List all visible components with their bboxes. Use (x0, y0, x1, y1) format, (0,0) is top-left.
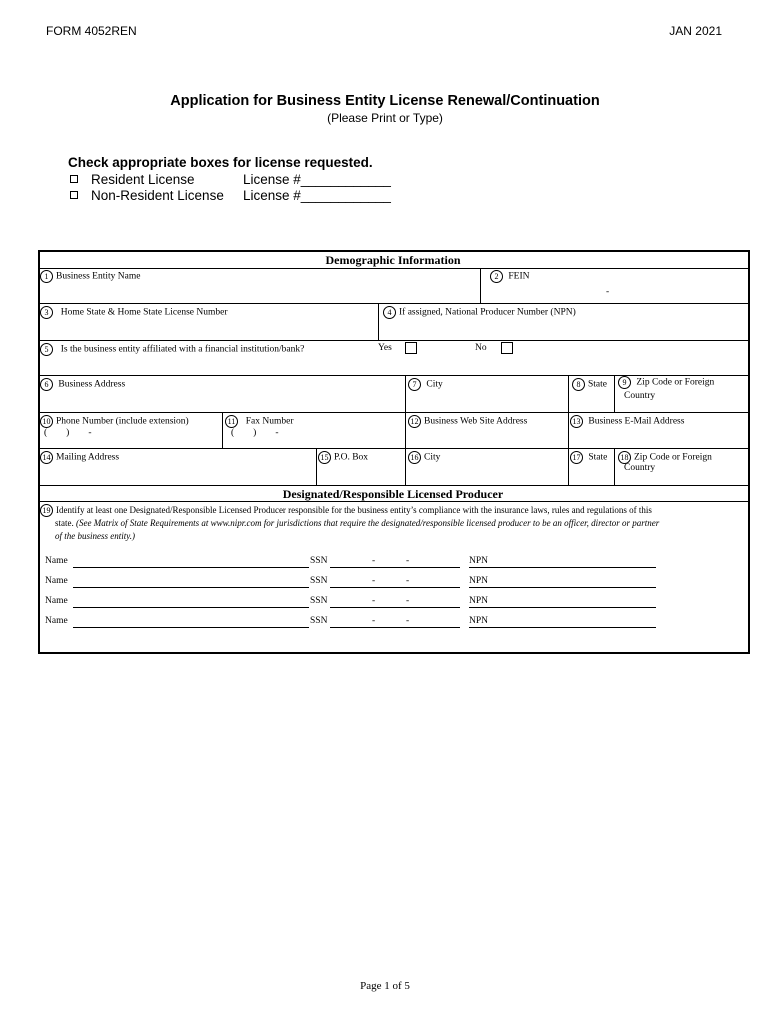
page-number: Page 1 of 5 (360, 980, 410, 992)
phone-number-label: Phone Number (include extension) (56, 416, 189, 427)
nonresident-license-checkbox[interactable] (70, 191, 78, 199)
state-label: State (588, 379, 607, 390)
ssn-input-line[interactable] (330, 567, 460, 568)
npn-label: NPN (469, 596, 489, 606)
mailing-state-field[interactable] (570, 451, 607, 464)
field-number-badge: 7 (408, 378, 421, 391)
ssn-input-line[interactable] (330, 587, 460, 588)
license-request-heading: Check appropriate boxes for license requested. (68, 155, 373, 170)
mailing-address-label: Mailing Address (56, 452, 120, 463)
producer-row[interactable] (45, 576, 665, 590)
field-number-badge: 4 (383, 306, 396, 319)
ssn-dash: - (406, 556, 410, 566)
npn-label: NPN (469, 616, 489, 626)
name-input-line[interactable] (73, 607, 309, 608)
page-subtitle: (Please Print or Type) (327, 111, 443, 125)
name-label: Name (45, 616, 68, 626)
state-field[interactable] (572, 378, 607, 391)
ssn-label: SSN (310, 596, 328, 606)
field-number-badge: 2 (490, 270, 503, 283)
producer-row[interactable] (45, 556, 665, 570)
field-number-badge: 17 (570, 451, 583, 464)
ssn-dash: - (406, 576, 410, 586)
field-number-badge: 9 (618, 376, 631, 389)
ssn-label: SSN (310, 576, 328, 586)
field-number-badge: 8 (572, 378, 585, 391)
field-number-badge: 16 (408, 451, 421, 464)
home-state-license-label: Home State & Home State License Number (60, 307, 228, 318)
name-input-line[interactable] (73, 587, 309, 588)
ssn-dash: - (372, 556, 376, 566)
fax-number-mask: ( ) - (231, 428, 279, 438)
zip-label: Zip Code or Foreign (636, 377, 715, 388)
producer-instructions (40, 504, 744, 543)
yes-label: Yes (378, 343, 392, 353)
mailing-zip-label-line2: Country (624, 463, 656, 473)
ssn-dash: - (372, 616, 376, 626)
po-box-label: P.O. Box (334, 452, 369, 463)
field-number-badge: 13 (570, 415, 583, 428)
field-number-badge: 18 (618, 451, 631, 464)
field-number-badge: 14 (40, 451, 53, 464)
email-field[interactable] (570, 415, 684, 428)
mailing-address-field[interactable] (40, 451, 119, 464)
name-label: Name (45, 556, 68, 566)
form-date: JAN 2021 (669, 24, 722, 38)
no-label: No (475, 343, 487, 353)
ssn-input-line[interactable] (330, 607, 460, 608)
npn-field[interactable] (383, 306, 576, 319)
ssn-label: SSN (310, 616, 328, 626)
npn-label: If assigned, National Producer Number (NPN) (399, 307, 576, 318)
field-number-badge: 5 (40, 343, 53, 356)
resident-license-number-field[interactable]: License #____________ (243, 172, 391, 187)
npn-input-line[interactable] (469, 587, 656, 588)
name-input-line[interactable] (73, 627, 309, 628)
nonresident-license-number-field[interactable]: License #____________ (243, 188, 391, 203)
field-number-badge: 1 (40, 270, 53, 283)
name-label: Name (45, 596, 68, 606)
page-title: Application for Business Entity License Renewal/Continuation (170, 93, 600, 109)
ssn-input-line[interactable] (330, 627, 460, 628)
producer-note: (See Matrix of State Requirements at www.nipr.com for jurisdictions that require the designated/responsible licensed producer to be an officer, director or partner (76, 518, 660, 529)
npn-input-line[interactable] (469, 607, 656, 608)
field-number-badge: 19 (40, 504, 53, 517)
producer-row[interactable] (45, 616, 665, 630)
field-number-badge: 12 (408, 415, 421, 428)
no-checkbox[interactable] (501, 342, 513, 354)
ssn-dash: - (372, 596, 376, 606)
yes-checkbox[interactable] (405, 342, 417, 354)
financial-institution-question (40, 343, 304, 356)
business-entity-name-field[interactable] (40, 270, 140, 283)
ssn-dash: - (406, 616, 410, 626)
field-number-badge: 10 (40, 415, 53, 428)
website-field[interactable] (408, 415, 527, 428)
fein-label: FEIN (508, 271, 530, 282)
business-entity-name-label: Business Entity Name (56, 271, 141, 282)
email-label: Business E-Mail Address (588, 416, 685, 427)
npn-label: NPN (469, 576, 489, 586)
financial-institution-label: Is the business entity affiliated with a financial institution/bank? (60, 344, 305, 355)
fein-field[interactable] (490, 270, 530, 283)
mailing-city-label: City (424, 452, 441, 463)
field-number-badge: 15 (318, 451, 331, 464)
mailing-city-field[interactable] (408, 451, 440, 464)
website-label: Business Web Site Address (424, 416, 528, 427)
field-number-badge: 11 (225, 415, 238, 428)
demographic-heading: Demographic Information (325, 253, 461, 267)
phone-number-field[interactable] (40, 415, 189, 428)
npn-input-line[interactable] (469, 627, 656, 628)
name-input-line[interactable] (73, 567, 309, 568)
mailing-zip-label: Zip Code or Foreign (634, 452, 712, 463)
producer-instruction-text-2: state. (55, 518, 74, 529)
producer-heading: Designated/Responsible Licensed Producer (282, 487, 504, 501)
fax-number-field[interactable] (225, 415, 294, 428)
producer-row[interactable] (45, 596, 665, 610)
ssn-dash: - (372, 576, 376, 586)
field-number-badge: 6 (40, 378, 53, 391)
field-number-badge: 3 (40, 306, 53, 319)
resident-license-label: Resident License (91, 172, 195, 187)
home-state-license-field[interactable] (40, 306, 227, 319)
npn-input-line[interactable] (469, 567, 656, 568)
city-field[interactable] (408, 378, 443, 391)
npn-label: NPN (469, 556, 489, 566)
resident-license-checkbox[interactable] (70, 175, 78, 183)
phone-number-mask: ( ) - (44, 428, 92, 438)
mailing-state-label: State (588, 452, 608, 463)
zip-field[interactable] (618, 376, 714, 389)
business-address-label: Business Address (58, 379, 126, 390)
po-box-field[interactable] (318, 451, 368, 464)
ssn-dash: - (406, 596, 410, 606)
producer-note-2: of the business entity.) (55, 531, 135, 542)
producer-instruction-text: Identify at least one Designated/Responsible Licensed Producer responsible for the business entity’s compliance with the insurance laws, rules and regulations of this (56, 505, 652, 515)
business-address-field[interactable] (40, 378, 125, 391)
ssn-label: SSN (310, 556, 328, 566)
form-id: FORM 4052REN (46, 24, 137, 38)
fax-number-label: Fax Number (245, 416, 294, 427)
zip-label-line2: Country (624, 391, 656, 401)
resident-license-option[interactable] (68, 172, 391, 187)
name-label: Name (45, 576, 68, 586)
city-label: City (426, 379, 443, 390)
nonresident-license-label: Non-Resident License (91, 188, 224, 203)
nonresident-license-option[interactable] (68, 188, 391, 203)
fein-separator: - (606, 287, 610, 297)
